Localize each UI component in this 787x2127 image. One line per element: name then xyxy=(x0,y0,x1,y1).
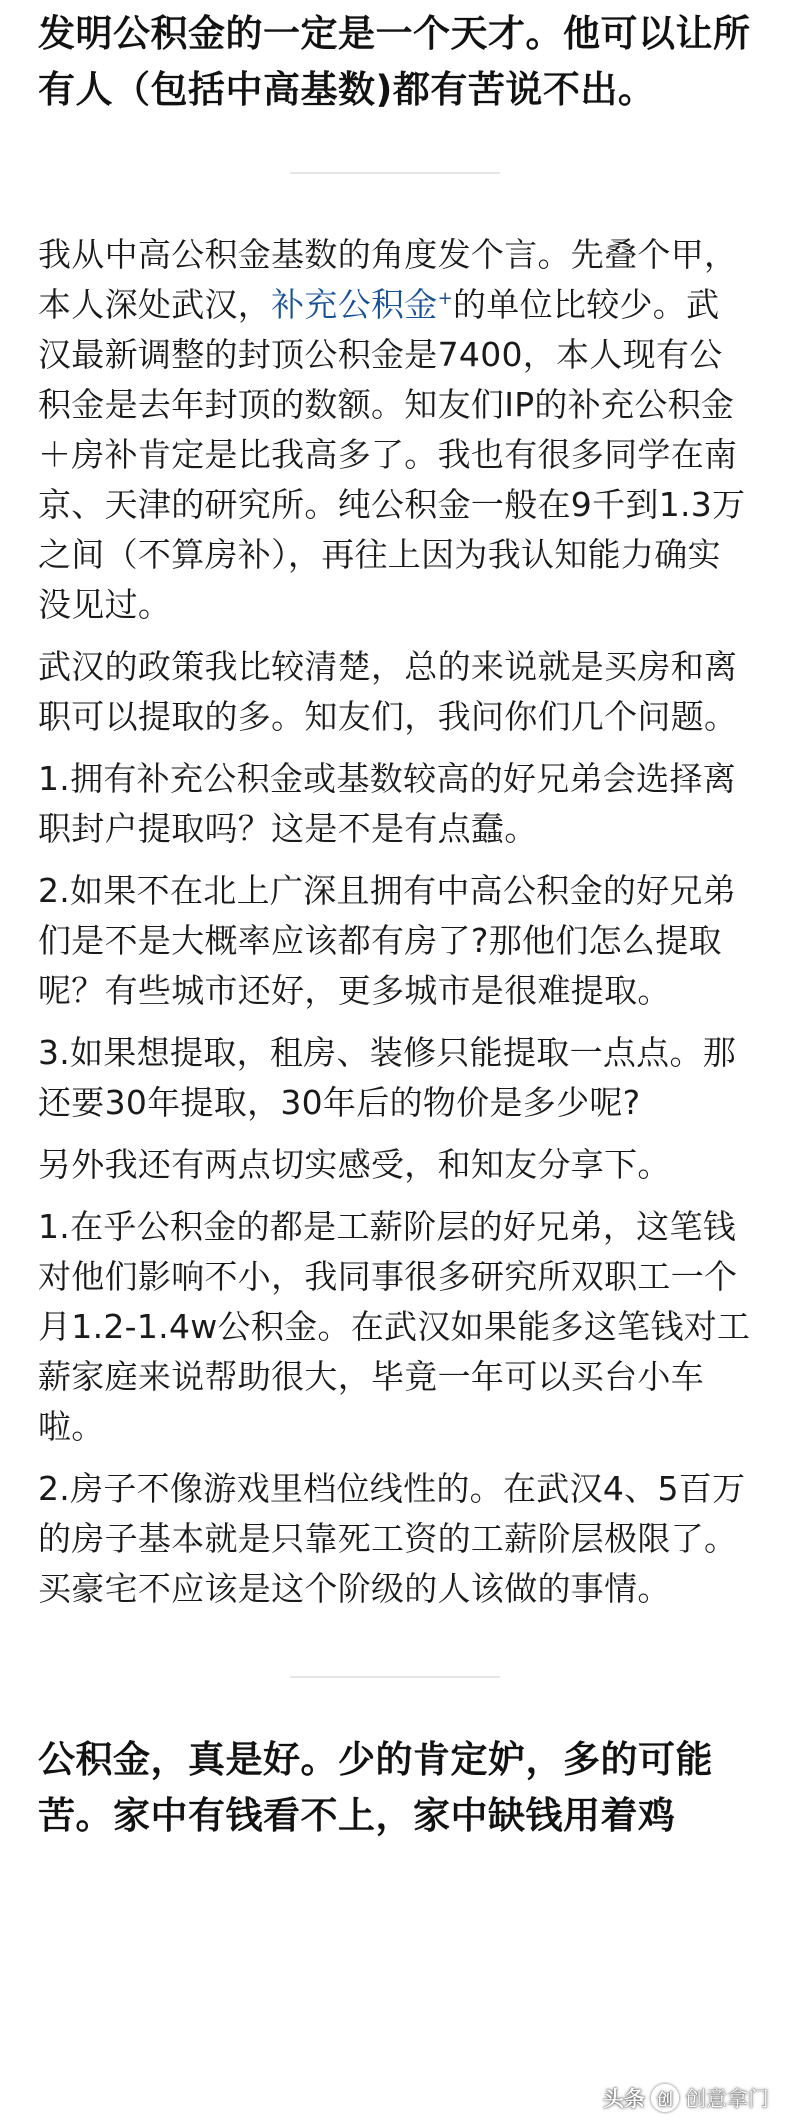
answer-paragraph-7: 1.在乎公积金的都是工薪阶层的好兄弟，这笔钱对他们影响不小，我同事很多研究所双职工一个月1.2-1.4w公积金。在武汉如果能多这笔钱对工薪家庭来说帮助很大，毕竟一年可以买台小车啦。 xyxy=(38,1207,751,1446)
answer-paragraph-1 xyxy=(38,230,751,630)
author-logo-icon: 创 xyxy=(651,2084,679,2112)
question-title[interactable]: 发明公积金的一定是一个天才。他可以让所有人（包括中高基数)都有苦说不出。 xyxy=(38,12,751,111)
second-answer-title[interactable]: 公积金，真是好。少的肯定妒，多的可能苦。家中有钱看不上，家中缺钱用着鸡 xyxy=(38,1738,713,1837)
keyword-link[interactable]: 补充公积金 xyxy=(271,285,438,324)
paragraph-text: 的单位比较少。武汉最新调整的封顶公积金是7400，本人现有公积金是去年封顶的数额。知友们IP的补充公积金＋房补肯定是比我高多了。我也有很多同学在南京、天津的研究所。纯公积金一般在9千到1.3万之间（不算房补），再往上因为我认知能力确实没见过。 xyxy=(38,285,746,624)
answer-paragraph-5: 3.如果想提取，租房、装修只能提取一点点。那还要30年提取，30年后的物价是多少呢? xyxy=(38,1033,737,1122)
paragraph-text: 我从中高公积金基数的角度发个言。先叠个甲，本人深处武汉， xyxy=(38,235,738,324)
answer-paragraph-2: 武汉的政策我比较清楚，总的来说就是买房和离职可以提取的多。知友们，我问你们几个问题。 xyxy=(38,647,738,736)
search-link-icon[interactable]: + xyxy=(437,288,453,309)
watermark-author: 创意拿门 xyxy=(685,2087,769,2111)
section-divider xyxy=(290,1676,500,1678)
watermark xyxy=(603,2083,769,2113)
answer-paragraph-4: 2.如果不在北上广深且拥有中高公积金的好兄弟们是不是大概率应该都有房了?那他们怎么提取呢？有些城市还好，更多城市是很难提取。 xyxy=(38,871,737,1010)
watermark-brand: 头条 xyxy=(603,2087,645,2111)
answer-paragraph-6: 另外我还有两点切实感受，和知友分享下。 xyxy=(38,1145,671,1184)
answer-paragraph-8: 2.房子不像游戏里档位线性的。在武汉4、5百万的房子基本就是只靠死工资的工薪阶层极限了。买豪宅不应该是这个阶级的人该做的事情。 xyxy=(38,1469,746,1608)
answer-content xyxy=(38,230,751,1614)
answer-paragraph-3: 1.拥有补充公积金或基数较高的好兄弟会选择离职封户提取吗？这是不是有点蠢。 xyxy=(38,759,737,848)
section-divider xyxy=(290,172,500,174)
